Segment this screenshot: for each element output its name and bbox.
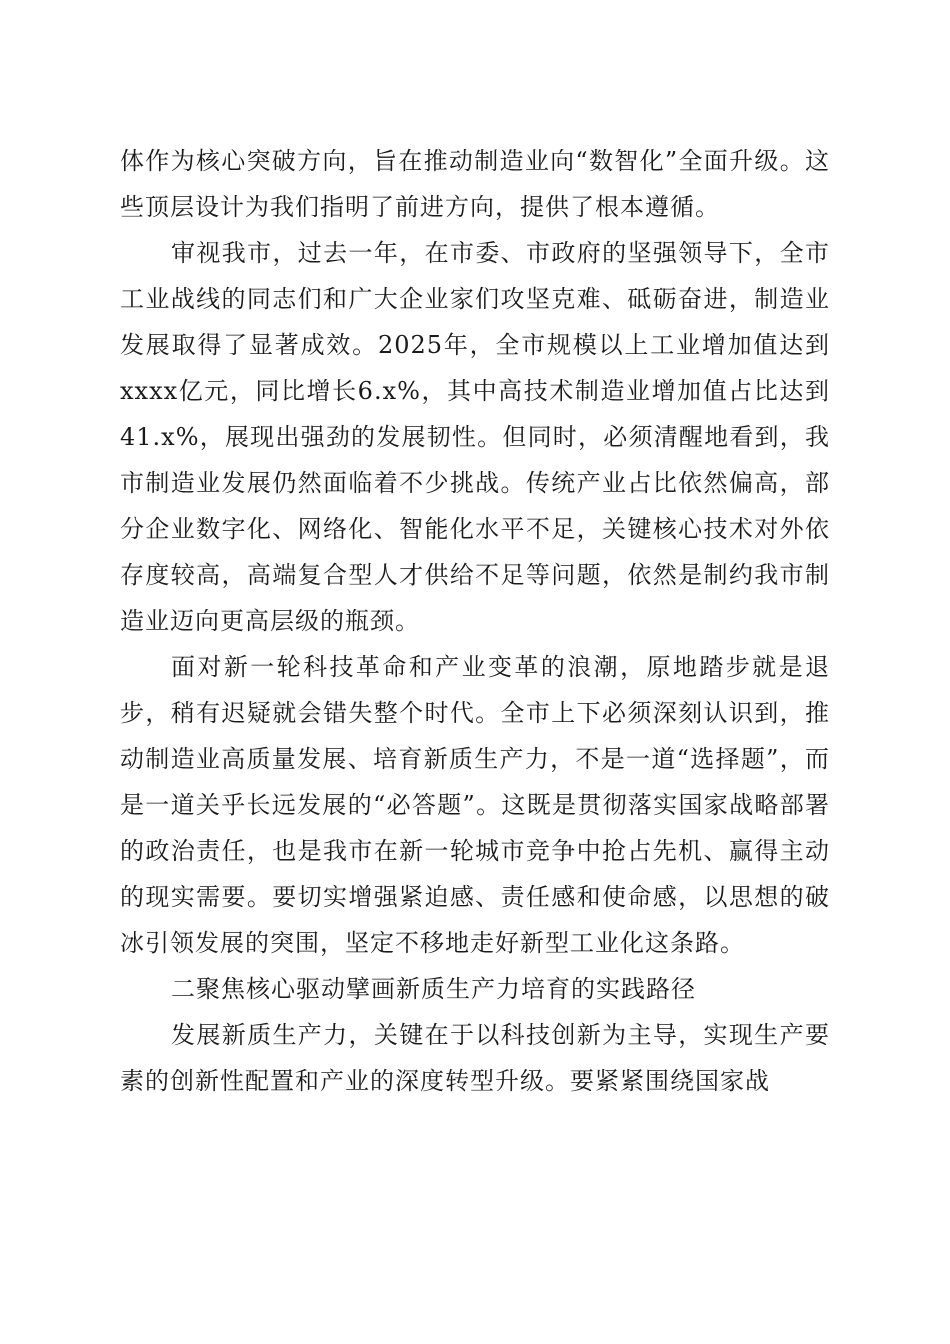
- paragraph-city-review: 审视我市，过去一年，在市委、市政府的坚强领导下，全市工业战线的同志们和广大企业家们攻坚克难、砥砺奋进，制造业发展取得了显著成效。2025年，全市规模以上工业增加值达到xxxx亿元，同比增长6.x%，其中高技术制造业增加值占比达到41.x%，展现出强劲的发展韧性。但同时，必须清醒地看到，我市制造业发展仍然面临着不少挑战。传统产业占比依然偏高，部分企业数字化、网络化、智能化水平不足，关键核心技术对外依存度较高，高端复合型人才供给不足等问题，依然是制约我市制造业迈向更高层级的瓶颈。: [120, 239, 830, 635]
- document-body: [120, 138, 830, 1104]
- paragraph-new-productivity: 发展新质生产力，关键在于以科技创新为主导，实现生产要素的创新性配置和产业的深度转型升级。要紧紧围绕国家战: [120, 1021, 830, 1095]
- paragraph-continuation: 体作为核心突破方向，旨在推动制造业向“数智化”全面升级。这些顶层设计为我们指明了前进方向，提供了根本遵循。: [120, 147, 830, 221]
- section-heading: 二聚焦核心驱动擘画新质生产力培育的实践路径: [171, 975, 696, 1003]
- paragraph-urgency: 面对新一轮科技革命和产业变革的浪潮，原地踏步就是退步，稍有迟疑就会错失整个时代。全市上下必须深刻认识到，推动制造业高质量发展、培育新质生产力，不是一道“选择题”，而是一道关乎长远发展的“必答题”。这既是贯彻落实国家战略部署的政治责任，也是我市在新一轮城市竞争中抢占先机、赢得主动的现实需要。要切实增强紧迫感、责任感和使命感，以思想的破冰引领发展的突围，坚定不移地走好新型工业化这条路。: [120, 653, 830, 957]
